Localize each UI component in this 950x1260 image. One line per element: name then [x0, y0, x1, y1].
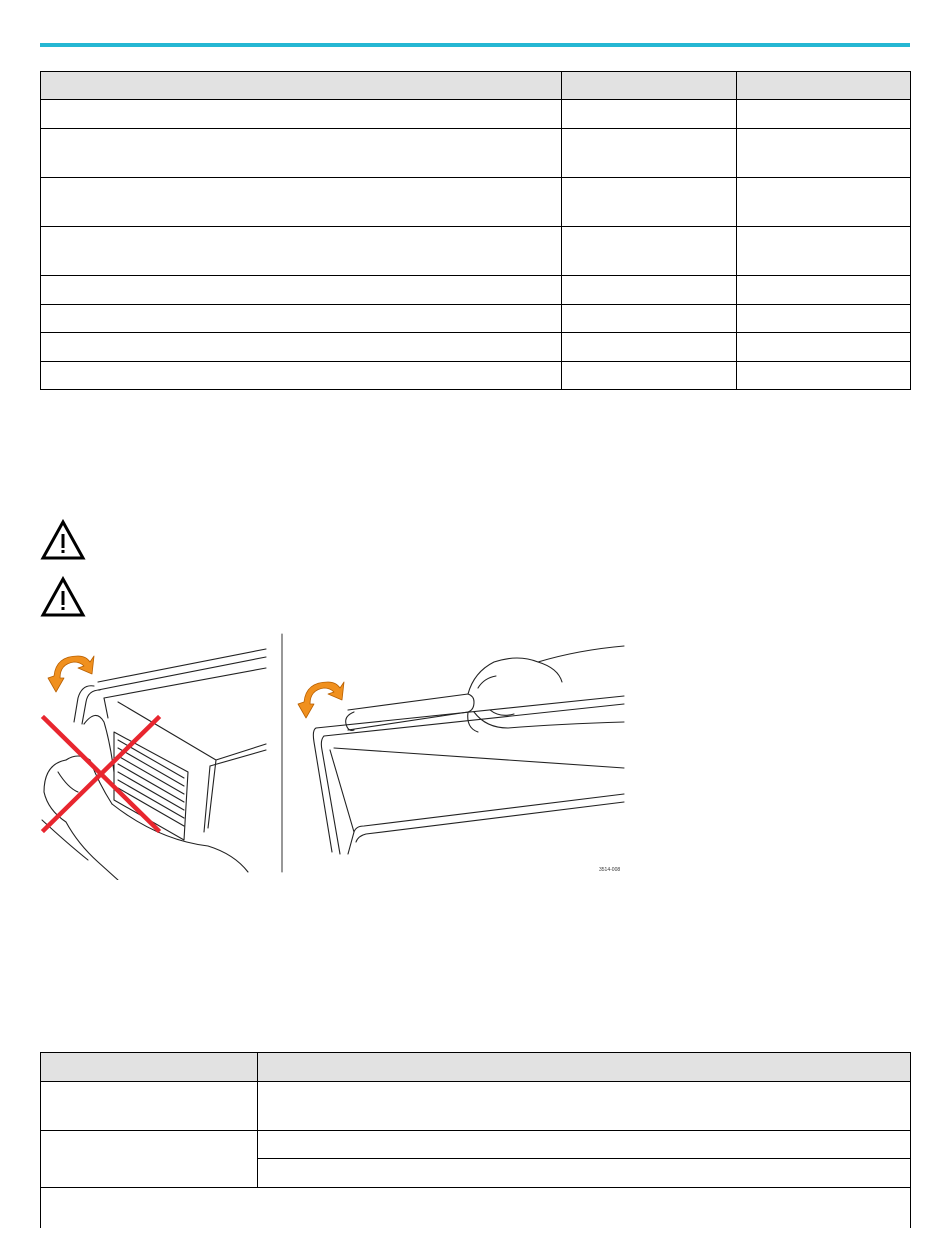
table-row — [41, 362, 911, 390]
table-cell — [562, 333, 737, 362]
table-cell — [41, 1082, 258, 1131]
table-row — [41, 333, 911, 362]
spec-table — [40, 71, 911, 390]
table-cell — [258, 1131, 911, 1159]
table-cell — [41, 1131, 258, 1188]
table-cell — [737, 276, 911, 305]
table-row — [41, 1131, 911, 1159]
table-header-row — [41, 72, 911, 100]
warning-triangle-icon — [40, 519, 86, 561]
table-cell — [562, 362, 737, 390]
table-row — [41, 276, 911, 305]
table-cell — [562, 178, 737, 227]
incorrect-cross-icon — [44, 718, 158, 830]
column-header — [258, 1053, 911, 1082]
table-cell — [562, 129, 737, 178]
handle-usage-illustration — [38, 632, 628, 880]
table-cell — [737, 333, 911, 362]
table-cell — [562, 276, 737, 305]
column-header — [737, 72, 911, 100]
table-cell — [737, 305, 911, 333]
column-header — [41, 72, 562, 100]
table-cell — [737, 362, 911, 390]
table-cell — [41, 333, 562, 362]
description-table — [40, 1052, 911, 1228]
table-cell — [737, 178, 911, 227]
table-cell — [41, 100, 562, 129]
rotate-arrow-icon — [298, 682, 344, 718]
table-row — [41, 305, 911, 333]
table-cell — [562, 227, 737, 276]
table-cell — [41, 178, 562, 227]
table-cell — [258, 1159, 911, 1188]
warning-triangle-icon — [40, 576, 86, 618]
table-cell — [737, 100, 911, 129]
table-row — [41, 227, 911, 276]
table-header-row — [41, 1053, 911, 1082]
incorrect-handle-grip-illustration — [42, 649, 266, 880]
table-cell — [562, 100, 737, 129]
table-cell — [737, 227, 911, 276]
table-cell — [737, 129, 911, 178]
column-header — [562, 72, 737, 100]
table-cell — [41, 1188, 911, 1228]
table-row — [41, 1188, 911, 1228]
column-header — [41, 1053, 258, 1082]
figure-id-label: 3514-008 — [599, 867, 621, 873]
table-row — [41, 129, 911, 178]
table-row — [41, 100, 911, 129]
table-cell — [41, 227, 562, 276]
correct-handle-grip-illustration — [313, 646, 624, 854]
table-cell — [41, 129, 562, 178]
table-cell — [41, 362, 562, 390]
table-cell — [41, 276, 562, 305]
table-cell — [258, 1082, 911, 1131]
table-row — [41, 1082, 911, 1131]
table-cell — [41, 305, 562, 333]
header-accent-bar — [40, 43, 910, 47]
table-row — [41, 178, 911, 227]
table-cell — [562, 305, 737, 333]
